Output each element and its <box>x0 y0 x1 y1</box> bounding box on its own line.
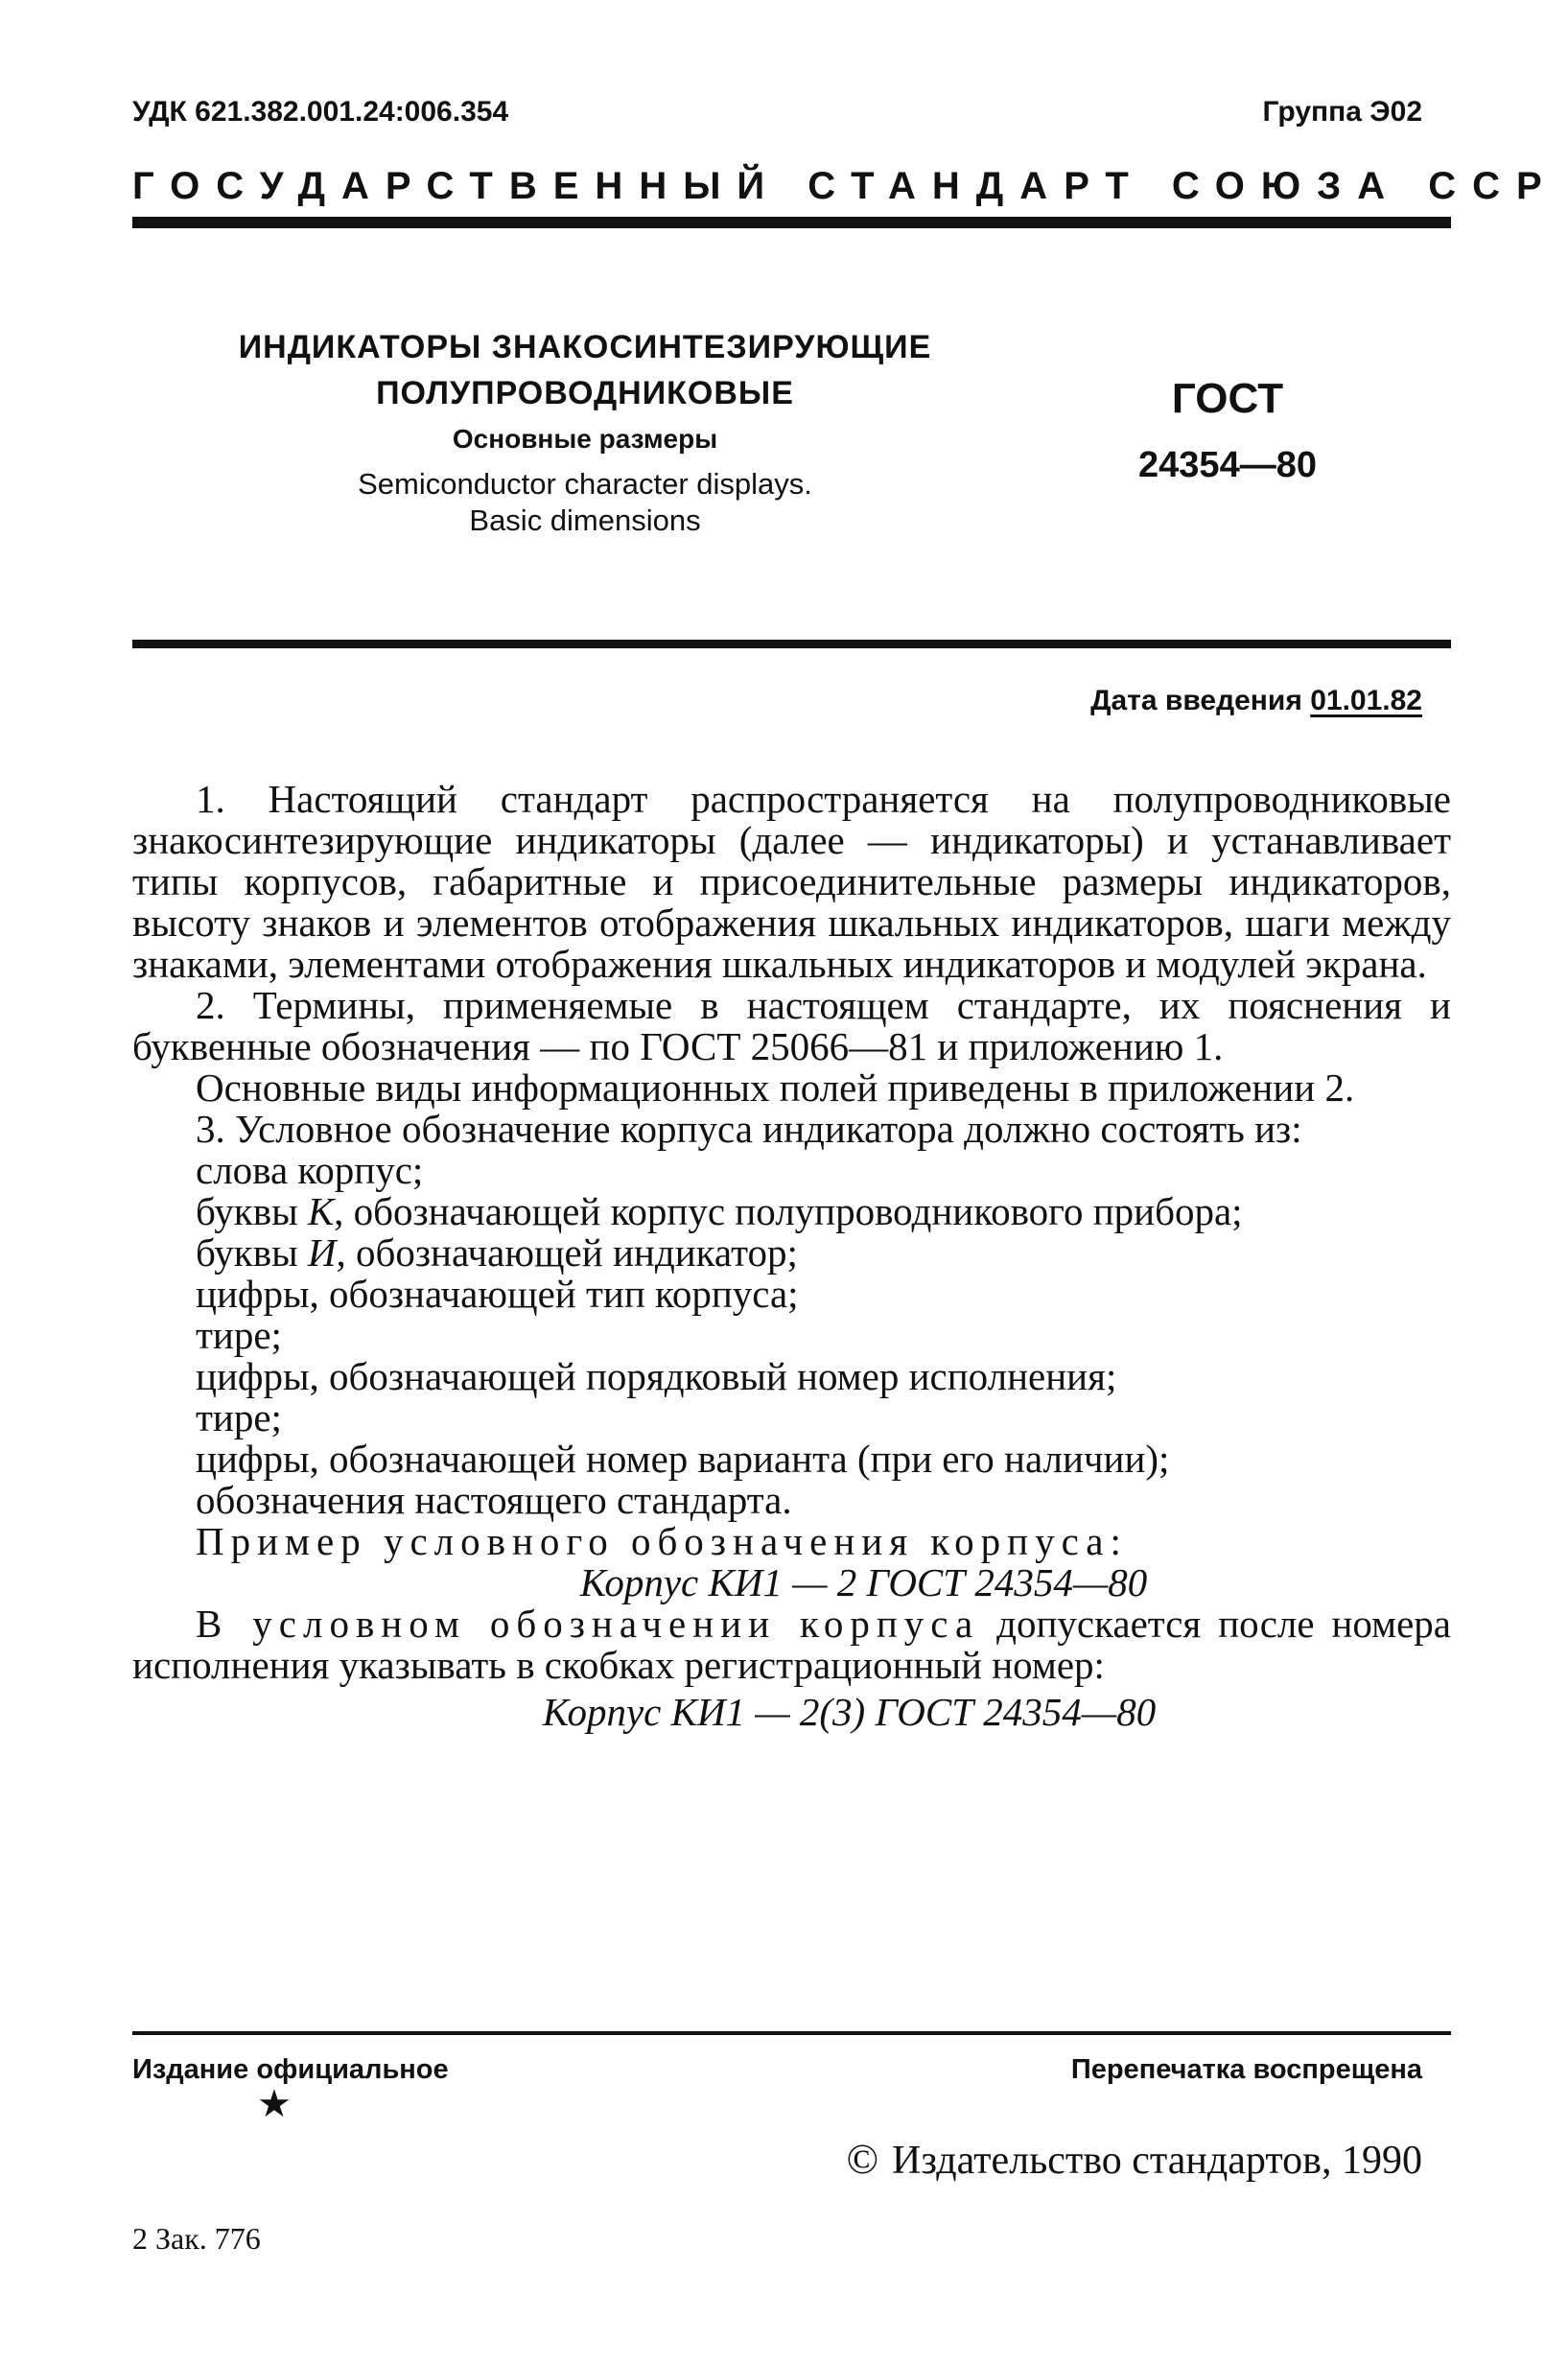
title-en-line1: Semiconductor character displays. <box>358 467 812 501</box>
list-item-text: , обозначающей индикатор; <box>336 1230 798 1275</box>
top-rule <box>132 217 1451 228</box>
paragraph-3: 3. Условное обозначение корпуса индикатора должно состоять из: <box>196 1107 1302 1151</box>
letter-k: К <box>307 1189 335 1233</box>
list-item <box>132 1232 1451 1274</box>
gost-designation <box>1103 372 1352 489</box>
list-item-text: буквы <box>196 1189 308 1233</box>
title-en-line2: Basic dimensions <box>469 503 701 537</box>
paragraph-2: 2. Термины, применяемые в настоящем стандарте, их пояснения и буквенные обозначения — по ГОСТ 25066—81 и приложению 1. <box>132 983 1451 1068</box>
middle-rule <box>132 640 1451 648</box>
list-item: слова корпус; <box>196 1148 424 1192</box>
date-label: Дата введения <box>1090 685 1302 716</box>
udk-code: УДК 621.382.001.24:006.354 <box>132 96 509 128</box>
group-code: Группа Э02 <box>1262 96 1422 128</box>
document-body <box>132 779 1451 1733</box>
list-item-text: , обозначающей корпус полупроводникового прибора; <box>334 1189 1243 1233</box>
official-edition: Издание официальное <box>132 2054 449 2085</box>
paragraph-4-rest: допускается после номера исполнения указывать в скобках регистрационный номер: <box>132 1602 1451 1687</box>
example-heading: Пример условного обозначения корпуса: <box>196 1519 1128 1563</box>
bottom-rule <box>132 2031 1451 2035</box>
introduction-date <box>1090 685 1422 717</box>
paragraph-1: 1. Настоящий стандарт распространяется на полупроводниковые знакосинтезирующие индикаторы (далее — индикаторы) и устанавливает типы корпусов, габаритные и присоединительные размеры индикаторов, высоту знаков и элементов отображения шкальных индикаторов, шаги между знаками, элементами отображения шкальных индикаторов и модулей экрана. <box>132 777 1451 986</box>
star-icon: ★ <box>257 2082 292 2125</box>
list-item: цифры, обозначающей номер варианта (при его наличии); <box>196 1437 1170 1481</box>
title-ru-line2: ПОЛУПРОВОДНИКОВЫЕ <box>376 375 794 411</box>
paragraph-2b: Основные виды информационных полей приведены в приложении 2. <box>196 1065 1355 1110</box>
list-item: цифры, обозначающей порядковый номер исполнения; <box>196 1354 1117 1398</box>
list-item: тире; <box>196 1395 282 1439</box>
list-item: обозначения настоящего стандарта. <box>196 1478 792 1522</box>
reprint-prohibited: Перепечатка воспрещена <box>1070 2054 1422 2085</box>
order-number: 2 Зак. 776 <box>132 2221 261 2256</box>
title-ru-subtitle: Основные размеры <box>452 424 718 454</box>
date-value: 01.01.82 <box>1310 685 1422 716</box>
gost-label: ГОСТ <box>1171 375 1284 422</box>
copyright-line <box>847 2135 1422 2184</box>
paragraph-4 <box>132 1603 1451 1686</box>
list-item: тире; <box>196 1313 282 1357</box>
list-item: цифры, обозначающей тип корпуса; <box>196 1272 799 1316</box>
gost-number: 24354—80 <box>1138 445 1317 485</box>
example-2: Корпус КИ1 — 2(3) ГОСТ 24354—80 <box>542 1690 1157 1734</box>
title-ru-line1: ИНДИКАТОРЫ ЗНАКОСИНТЕЗИРУЮЩИЕ <box>238 329 932 365</box>
standard-banner: ГОСУДАРСТВЕННЫЙ СТАНДАРТ СОЮЗА ССР <box>132 165 1558 207</box>
paragraph-4-spaced: В условном обозначении корпуса <box>196 1602 980 1646</box>
example-1: Корпус КИ1 — 2 ГОСТ 24354—80 <box>579 1560 1148 1604</box>
title-block <box>192 324 978 539</box>
copyright-icon: © <box>846 2136 879 2183</box>
letter-i: И <box>307 1230 337 1275</box>
list-item <box>132 1191 1451 1232</box>
copyright-text: Издательство стандартов, 1990 <box>892 2139 1422 2183</box>
list-item-text: буквы <box>196 1230 308 1275</box>
